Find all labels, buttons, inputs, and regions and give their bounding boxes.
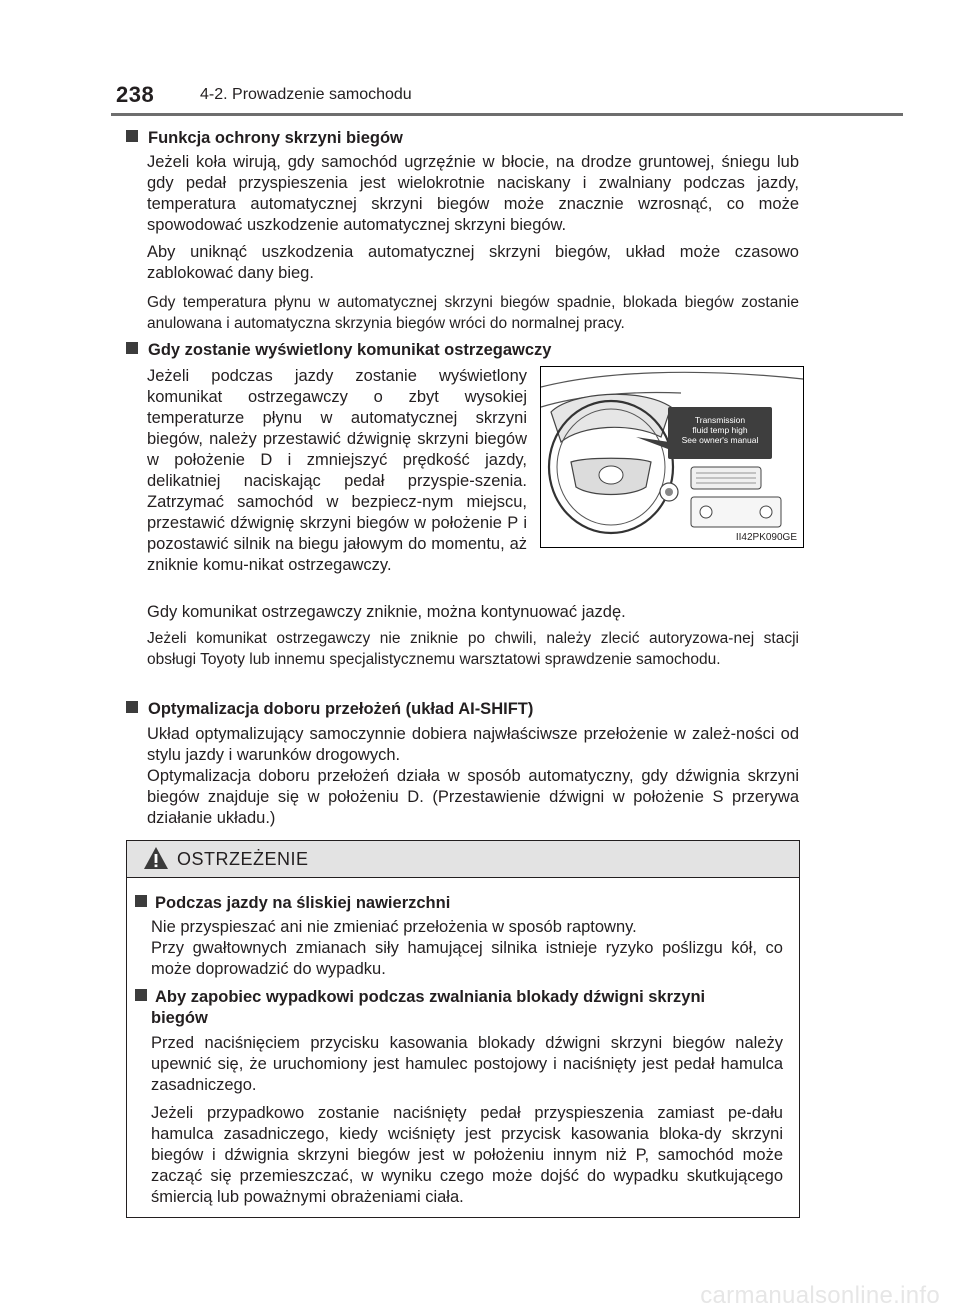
paragraph: Aby uniknąć uszkodzenia automatycznej skrzyni biegów, układ może czasowo zablokować dany bieg. [147,243,799,282]
warning-item-title-continued: biegów [151,1009,208,1027]
paragraph: Jeżeli podczas jazdy zostanie wyświetlony komunikat ostrzegawczy o zbyt wysokiej temperaturze płynu w automatycznej skrzyni biegów, należy przestawić dźwignię skrzyni biegów w położenie D i zmniejszyć prędkość jazdy, delikatniej naciskając pedał przyspie-szenia. Zatrzymać samochód w bezpiecz-nym miejscu, przestawić dźwignię skrzyni biegów w położenie P i pozostawić silnik na biegu jałowym do momentu, aż zniknie komu-nikat ostrzegawczy. [147,367,527,574]
figure-code: II42PK090GE [735,532,797,543]
page-number: 238 [116,82,155,107]
warning-paragraph: Przed naciśnięciem przycisku kasowania blokady dźwigni skrzyni biegów należy upewnić się, że uruchomiony jest hamulec postojowy i naciśnięty jest pedał hamulca zasadniczego. [151,1034,783,1094]
warning-label: OSTRZEŻENIE [177,849,309,869]
watermark: carmanualsonline.info [700,1282,940,1309]
square-bullet-icon [126,701,138,713]
square-bullet-icon [135,989,147,1001]
header-divider [111,113,903,116]
page-header [0,0,960,120]
warning-item-title: Podczas jazdy na śliskiej nawierzchni [135,893,450,914]
warning-box [126,840,800,1218]
warning-paragraph: Jeżeli przypadkowo zostanie naciśnięty pedał przyspieszenia zamiast pe-dału hamulca zasadniczego, kiedy wciśnięty jest przycisk kasowania bloka-dy skrzyni biegów i dźwignia skrzyni biegów jest w położeniu innym niż P, samochód może zacząć się przemieszczać, w wyniku czego może dojść do wypadku skutkującego śmiercią lub poważnymi obrażeniami ciała. [151,1104,783,1206]
warning-paragraph: Przy gwałtownych zmianach siły hamującej silnika istnieje ryzyko poślizgu kół, co może doprowadzić do wypadku. [151,939,783,978]
square-bullet-icon [126,342,138,354]
section-title-ai-shift: Optymalizacja doboru przełożeń (układ AI-SHIFT) [126,699,533,720]
paragraph: Gdy komunikat ostrzegawczy zniknie, można kontynuować jazdę. [147,603,626,621]
paragraph: Optymalizacja doboru przełożeń działa w sposób automatyczny, gdy dźwignia skrzyni biegów znajduje się w położeniu D. (Przestawienie dźwigni w położenie S przerywa działanie układu.) [147,767,799,827]
chapter-title: 4-2. Prowadzenie samochodu [200,86,412,103]
section-title-transmission-protection: Funkcja ochrony skrzyni biegów [126,128,403,149]
warning-message-display: Transmission fluid temp high See owner's manual [668,407,772,459]
square-bullet-icon [135,895,147,907]
paragraph: Jeżeli koła wirują, gdy samochód ugrzęźnie w błocie, na drodze gruntowej, śniegu lub gdy pedał przyspieszenia jest wielokrotnie naciskany i zwalniany podczas jazdy, temperatura automatycznej skrzyni biegów może znacznie wzrosnąć, co może spowodować uszkodzenie automatycznej skrzyni biegów. [147,153,799,234]
warning-triangle-icon [143,846,169,870]
warning-paragraph: Nie przyspieszać ani nie zmieniać przełożenia w sposób raptowny. [151,918,637,936]
square-bullet-icon [126,130,138,142]
section-title-warning-message: Gdy zostanie wyświetlony komunikat ostrzegawczy [126,340,551,361]
paragraph: Gdy temperatura płynu w automatycznej skrzyni biegów spadnie, blokada biegów zostanie anulowana i automatyczna skrzynia biegów wróci do normalnej pracy. [147,294,799,332]
paragraph: Jeżeli komunikat ostrzegawczy nie zniknie po chwili, należy zlecić autoryzowa-nej stacji obsługi Toyoty lub innemu specjalistycznemu warsztatowi sprawdzenie samochodu. [147,630,799,668]
warning-item-title: Aby zapobiec wypadkowi podczas zwalniania blokady dźwigni skrzyni [135,987,705,1008]
warning-header [127,841,799,878]
dashboard-illustration [540,366,804,548]
paragraph: Układ optymalizujący samoczynnie dobiera najwłaściwsze przełożenie w zależ-ności od stylu jazdy i warunków drogowych. [147,725,799,764]
